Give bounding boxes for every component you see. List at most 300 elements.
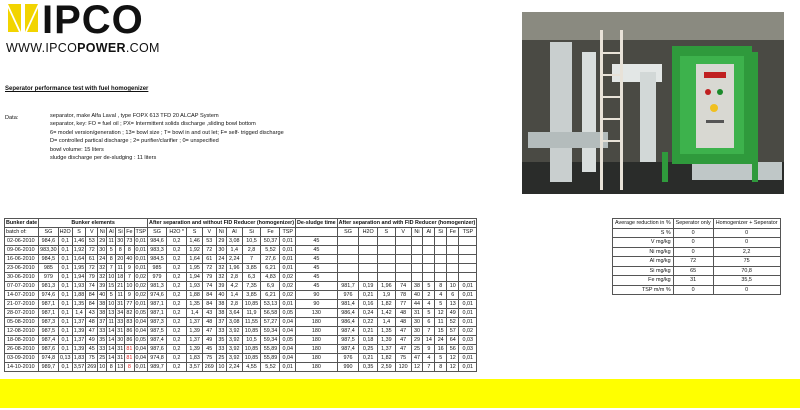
table-cell: 8 [107, 363, 116, 372]
table-cell: 8 [107, 255, 116, 264]
table-cell: 0,2 [167, 246, 187, 255]
column-header: Al [107, 228, 116, 237]
table-cell: 2,24 [227, 363, 243, 372]
table-cell: 5 [423, 282, 435, 291]
ipco-logo [6, 2, 166, 58]
table-cell: 981,3 [39, 282, 59, 291]
table-cell: 39 [99, 283, 106, 289]
table-cell: 11 [117, 292, 124, 298]
table-cell: 4 [435, 291, 447, 300]
table-cell: 49 [202, 336, 216, 345]
table-cell: 4,2 [227, 282, 243, 291]
table-row [5, 309, 477, 318]
group-header-without-fid: After separation and without FID Reducer (homogenizer) [149, 220, 295, 226]
table-cell: 14 [108, 346, 115, 352]
table-cell: 5 [107, 291, 116, 300]
batch-date-cell: 21-07-2010 [5, 300, 39, 309]
table-cell: 0,1 [58, 237, 72, 246]
column-header: Si [116, 228, 125, 237]
column-header: Ni [216, 228, 226, 237]
table-row [5, 336, 477, 345]
table-cell: 1,94 [187, 273, 203, 282]
table-cell [459, 255, 477, 264]
table-cell [423, 246, 435, 255]
table-cell: 987,5 [337, 336, 359, 345]
table-cell: 79 [202, 273, 216, 282]
table-cell: 38 [99, 301, 106, 307]
description-line: bowl volume: 15 liters [50, 146, 104, 153]
table-cell: 15 [435, 327, 447, 336]
average-label-cell: Al mg/kg [613, 257, 674, 267]
table-cell: 981,7 [337, 282, 359, 291]
average-value-cell: 0 [673, 247, 713, 257]
table-cell: 3,92 [227, 354, 243, 363]
table-cell: 38 [99, 310, 106, 316]
table-cell: 180 [296, 336, 338, 345]
table-cell: 8 [125, 363, 134, 372]
table-cell: 45 [202, 345, 216, 354]
table-cell [411, 246, 423, 255]
table-cell [377, 255, 395, 264]
table-cell: 33 [216, 327, 226, 336]
table-cell: 976 [337, 354, 359, 363]
table-cell: 12 [411, 363, 423, 372]
table-cell: 0,1 [58, 327, 72, 336]
table-cell: 4,55 [242, 363, 261, 372]
table-cell: 45 [86, 345, 98, 354]
average-row [613, 228, 781, 238]
table-cell: 0,1 [58, 363, 72, 372]
table-cell [435, 255, 447, 264]
table-cell: 0,01 [135, 247, 147, 253]
table-cell: 0,01 [459, 291, 477, 300]
table-row [5, 237, 477, 246]
table-cell [459, 246, 477, 255]
table-cell [411, 273, 423, 282]
table-cell: 0,16 [359, 300, 378, 309]
table-cell: 56,58 [261, 309, 280, 318]
table-cell: 1,37 [187, 336, 203, 345]
table-cell: 0,2 [167, 336, 187, 345]
table-cell: 27,6 [261, 255, 280, 264]
average-value-cell: 72 [673, 257, 713, 267]
table-cell: 0,03 [459, 345, 477, 354]
table-cell: 47 [395, 345, 411, 354]
table-cell: 180 [296, 318, 338, 327]
table-cell: 7 [125, 273, 134, 282]
table-cell: 44 [411, 300, 423, 309]
table-cell: 130 [296, 309, 338, 318]
table-cell: 7,35 [242, 282, 261, 291]
table-cell: 47 [411, 354, 423, 363]
average-value-cell: 2,2 [713, 247, 780, 257]
table-cell: 0,21 [359, 327, 378, 336]
table-cell: 0,01 [280, 300, 296, 309]
description-line: D= controlled partical discharge ; 2= purifier/clarifier ; 0= unspecified [50, 138, 219, 145]
table-cell: 10,85 [242, 327, 261, 336]
table-cell: 31 [411, 309, 423, 318]
table-cell: 2,8 [227, 300, 243, 309]
table-cell: 30 [411, 327, 423, 336]
table-cell: 10 [99, 364, 106, 370]
table-cell: 3,57 [73, 364, 85, 370]
table-cell: 35 [216, 336, 226, 345]
table-cell: 14 [423, 336, 435, 345]
average-value-cell: 0 [673, 285, 713, 295]
table-cell: 40 [126, 256, 133, 262]
table-cell: 0,01 [459, 309, 477, 318]
table-cell [359, 273, 378, 282]
table-cell [435, 246, 447, 255]
table-cell: 0,01 [135, 238, 147, 244]
table-cell: 983,3 [148, 246, 167, 255]
average-label-cell: TSP m/m % [613, 285, 674, 295]
table-cell: 120 [395, 363, 411, 372]
table-cell: 0,01 [135, 301, 147, 307]
average-value-cell: 0 [713, 228, 780, 238]
column-header: V [86, 228, 98, 237]
table-cell: 1,39 [377, 336, 395, 345]
table-cell: 0,04 [135, 328, 147, 334]
table-cell: 1,94 [73, 274, 85, 280]
column-header: Fe [447, 228, 459, 237]
average-label-cell: S % [613, 228, 674, 238]
table-cell: 0,1 [58, 246, 72, 255]
table-cell: 269 [202, 363, 216, 372]
table-cell: 1,93 [187, 282, 203, 291]
table-cell: 0,13 [59, 355, 71, 361]
table-row [5, 246, 477, 255]
table-cell: 57,27 [261, 318, 280, 327]
table-cell: 9 [125, 291, 134, 300]
table-cell: 5,52 [261, 246, 280, 255]
table-cell [435, 237, 447, 246]
average-header-label: Average reduction in % [613, 219, 674, 229]
column-header: H2O * [167, 228, 187, 237]
table-cell: 81 [126, 355, 133, 361]
table-cell: 3,92 [227, 336, 243, 345]
table-cell: 72 [86, 246, 98, 255]
table-cell: 0,1 [58, 300, 72, 309]
table-cell: 30 [117, 238, 124, 244]
average-label-cell: V mg/kg [613, 238, 674, 248]
table-cell [435, 264, 447, 273]
table-cell: 45 [296, 282, 338, 291]
table-row [5, 282, 477, 291]
table-cell: 14 [108, 328, 115, 334]
description-line: separator, make Alfa Laval , type FOPX 613 TFD 20 ALCAP System [50, 113, 219, 119]
table-cell [337, 264, 359, 273]
batch-date-cell: 28-07-2010 [5, 309, 39, 318]
table-cell: 974,6 [148, 291, 167, 300]
table-cell: 979 [39, 273, 59, 282]
table-cell: 0,1 [58, 255, 72, 264]
table-cell: 9 [423, 345, 435, 354]
table-cell: 55,89 [261, 354, 280, 363]
table-row [5, 363, 477, 372]
column-header: Al [423, 228, 435, 237]
table-cell: 4 [423, 300, 435, 309]
table-cell: 0,2 [167, 318, 187, 327]
table-cell: 0,22 [359, 318, 378, 327]
batch-date-cell: 07-07-2010 [5, 282, 39, 291]
table-cell: 10 [108, 274, 115, 280]
table-cell: 0,04 [280, 354, 296, 363]
table-cell: 1,95 [187, 264, 203, 273]
table-cell: 984,6 [39, 237, 59, 246]
table-cell: 987,1 [39, 300, 59, 309]
table-cell: 49 [86, 336, 98, 345]
table-cell: 985 [148, 264, 167, 273]
table-cell: 20 [117, 256, 124, 262]
table-cell: 180 [296, 345, 338, 354]
table-cell: 0,04 [280, 327, 296, 336]
table-cell: 57 [447, 327, 459, 336]
table-cell: 33 [117, 319, 124, 325]
table-cell: 64 [447, 336, 459, 345]
table-cell: 3,92 [227, 345, 243, 354]
table-cell: 37 [99, 319, 106, 325]
table-cell: 3,08 [227, 318, 243, 327]
table-cell: 86 [126, 337, 133, 343]
table-cell: 5 [435, 354, 447, 363]
table-cell: 24 [99, 256, 106, 262]
table-cell: 1,82 [377, 354, 395, 363]
table-cell: 84 [202, 300, 216, 309]
table-cell [423, 237, 435, 246]
table-cell: 2,24 [227, 255, 243, 264]
table-cell: 0,2 [167, 291, 187, 300]
table-cell [337, 246, 359, 255]
table-row [5, 327, 477, 336]
average-reduction-table [612, 218, 781, 295]
table-cell: 180 [296, 354, 338, 363]
table-cell: 0,1 [58, 273, 72, 282]
table-cell: 180 [296, 363, 338, 372]
table-cell: 16 [435, 345, 447, 354]
table-cell: 29 [216, 237, 226, 246]
table-cell: 11 [435, 318, 447, 327]
table-cell [377, 246, 395, 255]
table-cell: 0,19 [359, 282, 378, 291]
table-cell [395, 255, 411, 264]
table-cell: 38 [216, 309, 226, 318]
table-cell: 984,5 [148, 255, 167, 264]
batch-date-cell: 26-08-2010 [5, 345, 39, 354]
table-cell: 0,01 [135, 265, 147, 271]
table-cell: 32 [216, 264, 226, 273]
average-value-cell: 0 [673, 228, 713, 238]
table-cell: 1,95 [73, 265, 85, 271]
table-cell: 0,1 [58, 291, 72, 300]
table-cell: 30 [216, 246, 226, 255]
table-cell: 84 [202, 291, 216, 300]
table-cell: 8 [435, 363, 447, 372]
table-cell: 24 [435, 336, 447, 345]
table-cell: 0,01 [280, 246, 296, 255]
table-cell: 0,2 [167, 237, 187, 246]
table-cell: 45 [296, 237, 338, 246]
table-cell: 6 [447, 291, 459, 300]
average-value-cell: 0 [673, 238, 713, 248]
table-cell: 53 [202, 237, 216, 246]
table-cell: 1,37 [377, 345, 395, 354]
table-cell: 0,21 [359, 291, 378, 300]
table-cell: 0,2 [167, 255, 187, 264]
table-cell: 21 [117, 283, 124, 289]
table-cell: 1,39 [73, 346, 85, 352]
column-header: V [202, 228, 216, 237]
table-cell: 10 [447, 282, 459, 291]
table-cell: 12 [447, 354, 459, 363]
footer-yellow-bar [0, 379, 800, 408]
table-cell [447, 246, 459, 255]
table-cell: 0,2 [167, 327, 187, 336]
average-value-cell: 65 [673, 266, 713, 276]
table-cell: 72 [202, 246, 216, 255]
table-cell: 14 [108, 355, 115, 361]
table-cell [377, 264, 395, 273]
table-cell: 0,04 [135, 346, 147, 352]
table-cell [337, 237, 359, 246]
bunker-data-table [4, 218, 477, 372]
average-value-cell: 0 [713, 285, 780, 295]
description-line: sludge discharge per de-sludging : 11 liters [50, 155, 157, 162]
table-cell [411, 237, 423, 246]
table-cell: 48 [86, 318, 98, 327]
table-cell: 11,55 [242, 318, 261, 327]
batch-date-cell: 03-09-2010 [5, 354, 39, 363]
table-cell: 0,01 [280, 363, 296, 372]
table-cell [411, 255, 423, 264]
table-cell: 25 [99, 355, 106, 361]
average-row [613, 247, 781, 257]
table-cell: 3,64 [227, 309, 243, 318]
table-cell: 1,4 [72, 309, 86, 318]
table-cell: 3,57 [187, 363, 203, 372]
table-cell: 987,4 [337, 327, 359, 336]
table-cell: 33 [216, 345, 226, 354]
table-cell: 10 [126, 283, 133, 289]
table-cell: 34 [117, 310, 124, 316]
table-cell: 974,8 [39, 354, 59, 363]
table-cell: 974,8 [148, 354, 167, 363]
table-cell: 6,3 [242, 273, 261, 282]
table-cell: 1,39 [187, 345, 203, 354]
table-cell: 986,4 [337, 318, 359, 327]
table-cell: 90 [296, 300, 338, 309]
table-cell: 24 [216, 255, 226, 264]
table-cell: 78 [395, 291, 411, 300]
table-cell: 37 [216, 318, 226, 327]
table-cell: 48 [395, 318, 411, 327]
table-cell [411, 264, 423, 273]
table-cell: 90 [296, 291, 338, 300]
table-cell: 1,4 [227, 246, 243, 255]
table-row [5, 354, 477, 363]
column-header: Si [435, 228, 447, 237]
table-cell: 84 [86, 291, 98, 300]
table-cell: 14 [108, 337, 115, 343]
table-cell: 32 [99, 265, 106, 271]
table-cell: 7 [107, 264, 116, 273]
table-cell: 4,83 [261, 273, 280, 282]
table-cell: 40 [216, 291, 226, 300]
table-cell [447, 237, 459, 246]
table-cell: 0,2 [167, 309, 187, 318]
table-cell: 10,85 [242, 354, 261, 363]
table-cell: 7 [423, 363, 435, 372]
average-label-cell: Si mg/kg [613, 266, 674, 276]
table-cell: 81 [126, 346, 133, 352]
table-cell: 6 [423, 318, 435, 327]
table-cell: 0,2 [167, 264, 187, 273]
table-cell: 987,4 [39, 336, 59, 345]
table-cell: 5,52 [261, 363, 280, 372]
table-cell: 0,05 [280, 309, 296, 318]
average-label-cell: Ni mg/kg [613, 247, 674, 257]
table-cell: 0,05 [135, 310, 147, 316]
batch-date-cell: 02-06-2010 [5, 237, 39, 246]
average-row [613, 238, 781, 248]
table-cell: 987,3 [39, 318, 59, 327]
table-cell: 49 [447, 309, 459, 318]
table-cell [395, 273, 411, 282]
table-cell: 0,1 [58, 345, 72, 354]
column-header-blank [296, 228, 338, 237]
table-cell: 0,1 [58, 309, 72, 318]
table-cell: 1,88 [73, 292, 85, 298]
table-cell: 1,39 [187, 327, 203, 336]
table-cell: 0,04 [280, 345, 296, 354]
table-cell: 1,39 [73, 328, 85, 334]
table-cell: 0,2 [167, 300, 187, 309]
table-cell: 39 [216, 282, 226, 291]
table-cell: 0,01 [280, 255, 296, 264]
table-cell [377, 273, 395, 282]
table-cell [459, 237, 477, 246]
table-cell: 981,4 [337, 300, 359, 309]
table-cell: 0,2 [167, 273, 187, 282]
table-cell [447, 273, 459, 282]
table-cell: 12 [447, 363, 459, 372]
column-header: TSP [135, 229, 147, 235]
table-cell: 30 [99, 247, 106, 253]
table-cell: 29 [411, 336, 423, 345]
table-cell: 13 [447, 300, 459, 309]
batch-date-cell: 30-06-2010 [5, 273, 39, 282]
separator-photo [522, 12, 784, 194]
table-cell: 1,93 [73, 283, 85, 289]
table-cell: 47 [395, 327, 411, 336]
table-cell: 11 [117, 265, 124, 271]
table-cell: 53,13 [261, 300, 280, 309]
table-cell: 981,3 [148, 282, 167, 291]
average-value-cell: 31 [673, 276, 713, 286]
table-cell: 1,83 [187, 354, 203, 363]
table-cell: 72 [202, 264, 216, 273]
table-cell: 10,85 [242, 345, 261, 354]
table-cell: 6,9 [261, 282, 280, 291]
table-cell: 86 [126, 328, 133, 334]
table-cell: 987,3 [148, 318, 167, 327]
group-header-with-fid: After separation and with FID Reducer (homogenizer) [338, 220, 476, 226]
table-cell: 1,4 [377, 318, 395, 327]
table-cell: 61 [202, 255, 216, 264]
table-cell: 79 [86, 273, 98, 282]
table-cell: 0,1 [58, 282, 72, 291]
table-cell: 180 [296, 327, 338, 336]
